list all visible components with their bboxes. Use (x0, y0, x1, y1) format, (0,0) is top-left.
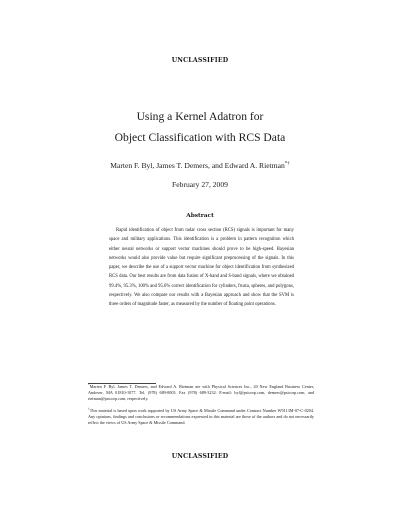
classification-marking-top: UNCLASSIFIED (171, 57, 229, 64)
paper-title-line-2: Object Classification with RCS Data (114, 131, 286, 144)
footnote-text: Marten F. Byl, James T. Demers, and Edward A. Rietman are with Physical Sciences Inc., 20 New England Business Center, Andover, MA 01810-1077. Tel. (978) 689-0003. Fax (978) 689-3232. E-mail: byl@psicorp.com, demers@psicorp.com, and rietman@psicorp.com, respectively. (88, 384, 314, 402)
author-names: Marten F. Byl, James T. Demers, and Edward A. Rietman (110, 161, 285, 170)
paper-title-line-1: Using a Kernel Adatron for (136, 110, 264, 123)
author-list (0, 161, 400, 170)
abstract-heading: Abstract (186, 213, 214, 219)
classification-marking-bottom: UNCLASSIFIED (171, 453, 229, 460)
abstract-text: Rapid identification of object from radar cross section (RCS) signals is important for many space and military applications. This identification is a problem in pattern recognition which either neural networks or support vector machines should prove to be high-speed. Bayesian networks would also provide value but require significant preprocessing of the signals. In this paper, we describe the use of a support vector machine for object identification from synthesized RCS data. Our best results are from data fusion of X-band and S-band signals, where we obtained 99.4%, 95.3%, 100% and 95.6% correct identification for cylinders, frusta, spheres, and polygons, respectively. We also compare our results with a Bayesian approach and show that the SVM is three orders of magnitude faster, as measured by the number of floating point operations. (109, 228, 294, 308)
footnote-mark: † (88, 406, 90, 411)
publication-date: February 27, 2009 (172, 180, 228, 189)
author-footnote-marks: *† (284, 161, 290, 167)
footnote-text: This material is based upon work supported by US Army Space & Missile Command under Contract Number W9113M-07-C-0204. Any opinions, findings and conclusions or recommendations expressed in this material are those of the authors and do not necessarily reflect the views of US Army Space & Missile Command. (88, 408, 315, 426)
footnote-author-affiliation (88, 384, 314, 402)
footnote-funding (88, 408, 314, 426)
footnote-mark: * (88, 382, 90, 387)
